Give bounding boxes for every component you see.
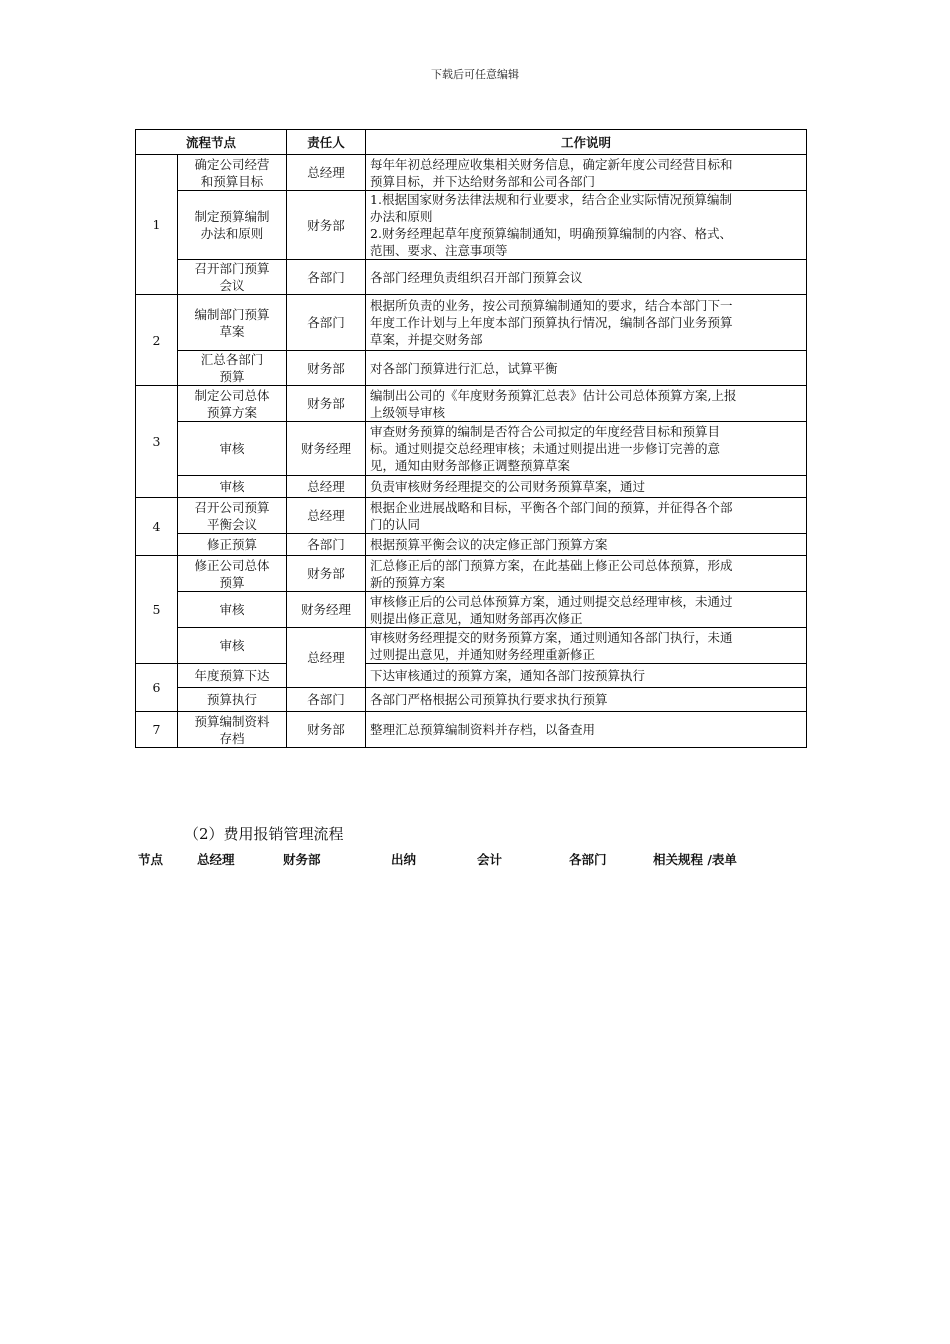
step-number: 1 [136,155,178,295]
work-description-line: 审核修正后的公司总体预算方案，通过则提交总经理审核，未通过 [370,593,733,609]
work-description-cell [366,498,807,534]
work-description-line: 各部门严格根据公司预算执行要求执行预算 [370,692,608,707]
header-work-description: 工作说明 [366,130,807,155]
owner-cell: 财务部 [287,191,366,260]
work-description-cell [366,476,807,498]
owner-cell: 各部门 [287,260,366,295]
process-node-line: 审核 [219,479,245,494]
lane-header-cashier: 出纳 [391,852,417,867]
work-description-line: 编制出公司的《年度财务预算汇总表》估计公司总体预算方案,上报 [370,387,737,403]
step-number: 7 [136,712,178,748]
work-description-line: 过则提出意见，并通知财务经理重新修正 [370,646,596,662]
work-description-line: 2.财务经理起草年度预算编制通知，明确预算编制的内容、格式、 [370,226,732,241]
step-number: 5 [136,556,178,664]
process-node-cell [178,592,287,628]
table-row [136,260,807,295]
work-description-line: 根据所负责的业务，按公司预算编制通知的要求，结合本部门下一 [370,298,733,313]
table-row [136,155,807,191]
owner-cell: 各部门 [287,688,366,712]
work-description-line: 上级领导审核 [370,404,446,420]
process-node-cell [178,628,287,664]
process-node-cell [178,295,287,351]
work-description-line: 预算目标，并下达给财务部和公司各部门 [370,173,596,189]
step-number: 4 [136,498,178,556]
work-description-cell [366,688,807,712]
step-number: 2 [136,295,178,386]
work-description-cell [366,534,807,556]
process-node-cell [178,422,287,476]
work-description-line: 则提出修正意见，通知财务部再次修正 [370,610,583,626]
owner-cell: 财务部 [287,351,366,386]
process-node-line: 汇总各部门 [200,352,264,367]
table-row [136,386,807,422]
table-row [136,422,807,476]
section-title: （2）费用报销管理流程 [184,825,344,843]
page-header-note: 下载后可任意编辑 [431,68,519,81]
work-description-cell [366,191,807,260]
work-description-line: 各部门经理负责组织召开部门预算会议 [370,269,583,285]
table-row [136,628,807,664]
process-node-cell [178,498,287,534]
process-node-line: 预算方案 [207,404,258,420]
table-row [136,556,807,592]
lane-header-node: 节点 [138,852,164,867]
process-node-cell [178,556,287,592]
process-node-line: 平衡会议 [207,516,258,532]
process-node-line: 预算执行 [207,692,258,707]
lane-header-general-manager: 总经理 [197,852,235,867]
table-row [136,476,807,498]
process-node-line: 预算 [219,369,245,384]
table-row [136,498,807,534]
process-node-line: 和预算目标 [200,173,264,189]
work-description-line: 每年年初总经理应收集相关财务信息，确定新年度公司经营目标和 [370,156,733,172]
process-node-cell [178,155,287,191]
work-description-line: 汇总修正后的部门预算方案，在此基础上修正公司总体预算，形成 [370,557,733,573]
work-description-line: 办法和原则 [370,209,433,224]
work-description-cell [366,386,807,422]
work-description-line: 审查财务预算的编制是否符合公司拟定的年度经营目标和预算目 [370,424,721,439]
work-description-cell [366,628,807,664]
table-row [136,688,807,712]
work-description-line: 草案，并提交财务部 [370,332,483,347]
process-node-cell [178,664,287,688]
process-node-line: 审核 [219,602,245,617]
work-description-cell [366,155,807,191]
process-node-line: 办法和原则 [200,226,264,241]
lane-header-departments: 各部门 [569,852,607,867]
work-description-line: 见，通知由财务部修正调整预算草案 [370,458,571,473]
work-description-line: 范围、要求、注意事项等 [370,243,508,258]
lane-header-procedures-forms: 相关规程 /表单 [653,852,737,867]
process-node-line: 召开公司预算 [194,499,270,515]
work-description-line: 年度工作计划与上年度本部门预算执行情况，编制各部门业务预算 [370,315,733,330]
work-description-line: 标。通过则提交总经理审核；未通过则提出进一步修订完善的意 [370,441,721,456]
process-node-cell [178,534,287,556]
table-row [136,534,807,556]
work-description-line: 根据企业进展战略和目标，平衡各个部门间的预算，并征得各个部 [370,499,733,515]
process-node-line: 年度预算下达 [194,668,270,683]
table-row [136,191,807,260]
process-node-line: 存档 [219,730,245,746]
process-node-line: 修正公司总体 [194,557,270,573]
table-row [136,664,807,688]
process-node-line: 确定公司经营 [194,156,270,172]
work-description-cell [366,664,807,688]
owner-cell: 各部门 [287,534,366,556]
work-description-line: 下达审核通过的预算方案，通知各部门按预算执行 [370,668,646,683]
owner-cell: 财务部 [287,556,366,592]
process-node-cell [178,386,287,422]
work-description-line: 根据预算平衡会议的决定修正部门预算方案 [370,537,608,552]
work-description-line: 门的认同 [370,516,421,532]
owner-cell: 财务经理 [287,422,366,476]
table-body [136,155,807,748]
work-description-cell [366,295,807,351]
work-description-line: 整理汇总预算编制资料并存档，以备查用 [370,722,596,737]
owner-cell: 总经理 [287,498,366,534]
work-description-cell [366,351,807,386]
process-node-line: 审核 [219,441,245,456]
work-description-cell [366,556,807,592]
process-node-line: 会议 [219,278,245,293]
process-node-line: 预算编制资料 [194,713,270,729]
table-row [136,351,807,386]
owner-cell: 财务经理 [287,592,366,628]
process-node-line: 预算 [219,574,245,590]
process-node-line: 编制部门预算 [194,306,270,322]
step-number: 6 [136,664,178,712]
work-description-line: 负责审核财务经理提交的公司财务预算草案，通过 [370,479,646,494]
process-node-cell [178,260,287,295]
work-description-cell [366,422,807,476]
lane-header-accountant: 会计 [477,852,503,867]
work-description-line: 审核财务经理提交的财务预算方案，通过则通知各部门执行，未通 [370,629,733,645]
owner-cell: 财务部 [287,386,366,422]
table-row [136,295,807,351]
work-description-line: 1.根据国家财务法律法规和行业要求，结合企业实际情况预算编制 [370,192,732,207]
table-header-row [136,130,807,155]
process-node-cell [178,688,287,712]
process-node-cell [178,476,287,498]
process-node-line: 修正预算 [207,537,258,552]
work-description-line: 对各部门预算进行汇总，试算平衡 [370,360,558,376]
process-node-cell [178,712,287,748]
owner-cell: 财务部 [287,712,366,748]
header-process-node: 流程节点 [136,130,287,155]
owner-cell: 总经理 [287,476,366,498]
lane-header-finance-dept: 财务部 [283,852,321,867]
process-node-line: 草案 [219,323,245,339]
header-owner: 责任人 [287,130,366,155]
work-description-cell [366,260,807,295]
owner-cell: 总经理 [287,155,366,191]
process-node-line: 制定公司总体 [194,387,270,403]
table-row [136,712,807,748]
process-node-cell [178,191,287,260]
process-node-line: 召开部门预算 [194,261,270,276]
lane-header-row [0,850,950,870]
work-description-cell [366,712,807,748]
step-number: 3 [136,386,178,498]
budget-process-table [135,129,807,748]
process-node-cell [178,351,287,386]
owner-cell: 总经理 [287,628,366,688]
process-node-line: 审核 [219,638,245,653]
work-description-line: 新的预算方案 [370,574,446,590]
work-description-cell [366,592,807,628]
owner-cell: 各部门 [287,295,366,351]
process-node-line: 制定预算编制 [194,209,270,224]
table-row [136,592,807,628]
